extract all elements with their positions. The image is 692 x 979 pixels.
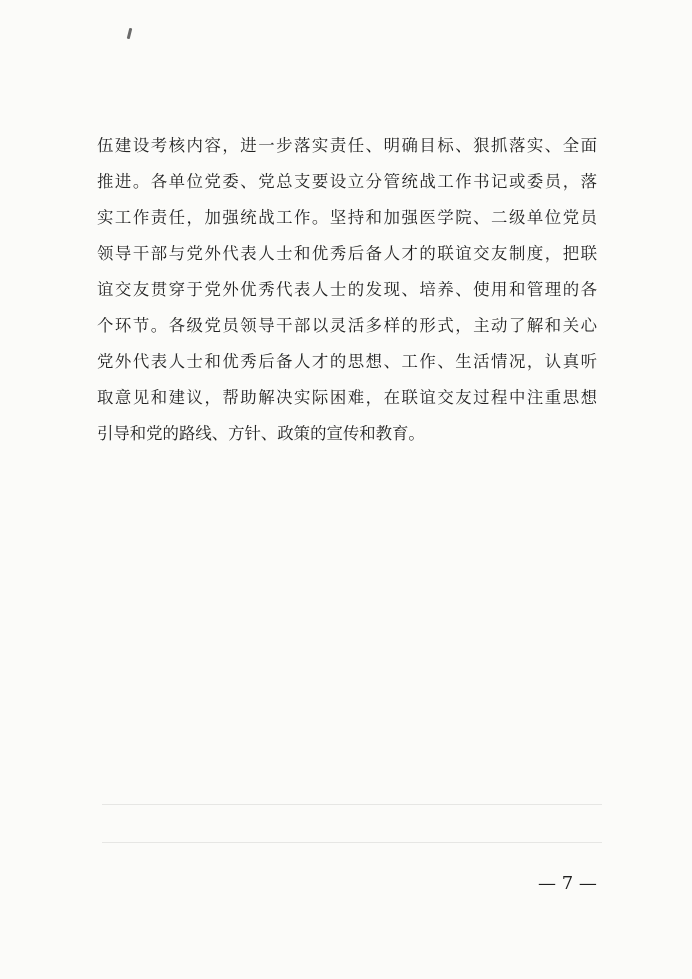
page-number: — 7 — xyxy=(538,873,597,894)
body-paragraph xyxy=(97,128,597,452)
text-line: 个环节。各级党员领导干部以灵活多样的形式，主动了解和关心 xyxy=(97,316,597,335)
text-line: 党外代表人士和优秀后备人才的思想、工作、生活情况，认真听 xyxy=(97,352,597,371)
faint-rule xyxy=(102,804,602,805)
text-line: 取意见和建议，帮助解决实际困难，在联谊交友过程中注重思想 xyxy=(97,388,597,407)
text-line: 谊交友贯穿于党外优秀代表人士的发现、培养、使用和管理的各 xyxy=(97,280,597,299)
faint-rule xyxy=(102,842,602,843)
text-line: 推进。各单位党委、党总支要设立分管统战工作书记或委员，落 xyxy=(97,172,597,191)
ink-mark xyxy=(127,28,133,39)
text-line: 伍建设考核内容，进一步落实责任、明确目标、狠抓落实、全面 xyxy=(97,136,597,155)
text-line: 领导干部与党外代表人士和优秀后备人才的联谊交友制度，把联 xyxy=(97,244,597,263)
text-line: 引导和党的路线、方针、政策的宣传和教育。 xyxy=(97,424,425,443)
text-line: 实工作责任，加强统战工作。坚持和加强医学院、二级单位党员 xyxy=(97,208,597,227)
